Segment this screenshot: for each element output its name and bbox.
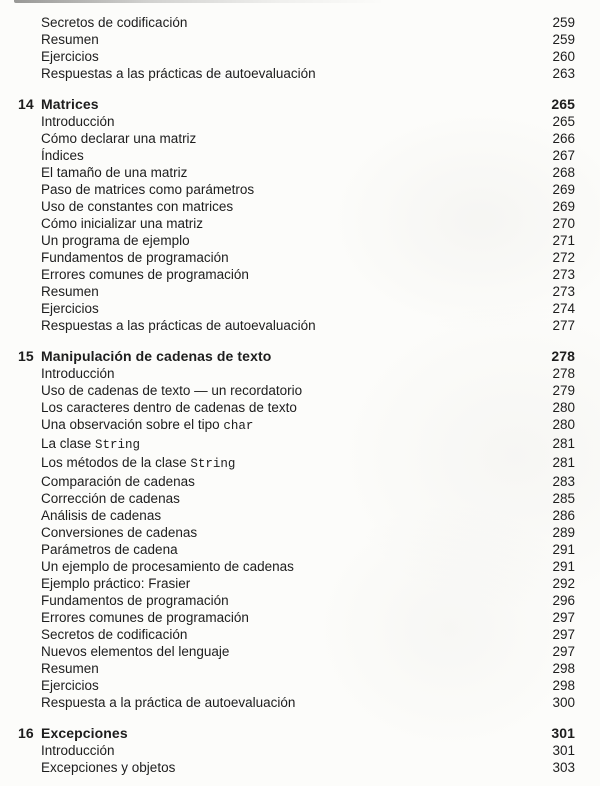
toc-page-number: 274 — [552, 301, 575, 316]
toc-page-number: 283 — [552, 474, 575, 489]
toc-page-number: 269 — [552, 199, 575, 214]
toc-item-label: Índices — [41, 148, 84, 163]
toc-front-group — [18, 14, 575, 82]
toc-item-label: Introducción — [41, 366, 115, 381]
chapter-group — [18, 348, 575, 711]
chapter-title: Matrices — [41, 96, 99, 112]
toc-page-number: 271 — [552, 233, 575, 248]
toc-page-number: 296 — [552, 593, 575, 608]
toc-page-number: 265 — [552, 114, 575, 129]
toc-item-row — [18, 266, 575, 283]
toc-item-row — [18, 181, 575, 198]
toc-item-row — [18, 660, 575, 677]
toc-item-label: Uso de constantes con matrices — [41, 199, 234, 214]
toc-item-label: Ejercicios — [41, 678, 99, 693]
toc-item-label: Resumen — [41, 661, 99, 676]
toc-page-number: 297 — [552, 610, 575, 625]
toc-page-number: 260 — [552, 49, 575, 64]
toc-item-label: Nuevos elementos del lenguaje — [41, 644, 230, 659]
toc-item-row — [18, 541, 575, 558]
toc-item-row — [18, 609, 575, 626]
toc-page-number: 280 — [552, 400, 575, 415]
toc-item-row — [18, 48, 575, 65]
toc-page-number: 286 — [552, 508, 575, 523]
toc-item-row — [18, 575, 575, 592]
toc-page-number: 298 — [552, 678, 575, 693]
toc-item-label: Excepciones y objetos — [41, 760, 176, 775]
toc-item-label: Comparación de cadenas — [41, 474, 195, 489]
toc-item-row — [18, 215, 575, 232]
chapter-number: 15 — [18, 348, 34, 364]
chapter-number: 16 — [18, 725, 34, 741]
toc-page-number: 278 — [552, 366, 575, 381]
toc-page-number: 268 — [552, 165, 575, 180]
chapter-page-number: 278 — [551, 348, 575, 364]
chapter-heading-row — [18, 725, 575, 742]
toc-item-label: Los caracteres dentro de cadenas de texto — [41, 400, 297, 415]
toc-item-row — [18, 249, 575, 266]
toc-page-number: 289 — [552, 525, 575, 540]
toc-item-row — [18, 113, 575, 130]
toc-item-row — [18, 524, 575, 541]
toc-item-label: El tamaño de una matriz — [41, 165, 188, 180]
toc-item-row — [18, 454, 575, 473]
chapter-page-number: 265 — [551, 96, 575, 112]
chapter-number: 14 — [18, 96, 34, 112]
toc-item-label: Ejercicios — [41, 301, 99, 316]
toc-item-label: Uso de cadenas de texto — un recordatorio — [41, 383, 303, 398]
toc-page-number: 272 — [552, 250, 575, 265]
toc-item-code: char — [223, 419, 254, 433]
toc-item-row — [18, 14, 575, 31]
toc-item-row — [18, 147, 575, 164]
toc-item-code: String — [190, 457, 236, 471]
toc-page-number: 303 — [552, 760, 575, 775]
toc-page-number: 298 — [552, 661, 575, 676]
toc-item-label: Una observación sobre el tipo char — [41, 417, 254, 433]
toc-page-number: 277 — [552, 318, 575, 333]
chapter-title: Excepciones — [41, 725, 128, 741]
toc-page-number: 273 — [552, 267, 575, 282]
toc-page-number: 297 — [552, 644, 575, 659]
toc-item-code: String — [95, 438, 141, 452]
toc-item-row — [18, 473, 575, 490]
toc-item-row — [18, 742, 575, 759]
toc-page-number: 263 — [552, 66, 575, 81]
toc-item-row — [18, 365, 575, 382]
toc-item-label: Los métodos de la clase String — [41, 455, 236, 471]
toc-page-number: 269 — [552, 182, 575, 197]
toc-item-row — [18, 558, 575, 575]
toc-item-row — [18, 677, 575, 694]
toc-page-number: 259 — [552, 15, 575, 30]
toc-page-number: 266 — [552, 131, 575, 146]
toc-item-row — [18, 232, 575, 249]
toc-item-label: Respuestas a las prácticas de autoevaluación — [41, 318, 316, 333]
toc-item-row — [18, 643, 575, 660]
table-of-contents — [18, 14, 575, 776]
toc-page-number: 273 — [552, 284, 575, 299]
toc-page-number: 267 — [552, 148, 575, 163]
toc-item-label: Errores comunes de programación — [41, 267, 249, 282]
toc-page-number: 285 — [552, 491, 575, 506]
toc-item-label: Un programa de ejemplo — [41, 233, 190, 248]
toc-item-label: Secretos de codificación — [41, 627, 188, 642]
toc-item-label: Resumen — [41, 284, 99, 299]
toc-item-label: Corrección de cadenas — [41, 491, 180, 506]
toc-item-label: Ejemplo práctico: Frasier — [41, 576, 191, 591]
toc-item-row — [18, 382, 575, 399]
toc-item-label: Paso de matrices como parámetros — [41, 182, 255, 197]
toc-item-row — [18, 435, 575, 454]
toc-item-label: Errores comunes de programación — [41, 610, 249, 625]
toc-item-row — [18, 694, 575, 711]
toc-item-label: Cómo declarar una matriz — [41, 131, 197, 146]
toc-item-label: Fundamentos de programación — [41, 593, 229, 608]
toc-item-row — [18, 416, 575, 435]
chapter-heading-row — [18, 96, 575, 113]
toc-item-label: Ejercicios — [41, 49, 99, 64]
toc-page-number: 300 — [552, 695, 575, 710]
toc-page-number: 281 — [552, 455, 575, 470]
toc-item-label: Introducción — [41, 743, 115, 758]
toc-page-number: 297 — [552, 627, 575, 642]
toc-item-label: Introducción — [41, 114, 115, 129]
toc-page-number: 270 — [552, 216, 575, 231]
toc-item-label: Parámetros de cadena — [41, 542, 178, 557]
chapter-group — [18, 96, 575, 334]
toc-item-row — [18, 198, 575, 215]
toc-page-number: 279 — [552, 383, 575, 398]
toc-page-number: 280 — [552, 417, 575, 432]
toc-item-label: Respuestas a las prácticas de autoevaluación — [41, 66, 316, 81]
toc-item-row — [18, 626, 575, 643]
toc-item-row — [18, 507, 575, 524]
chapter-page-number: 301 — [551, 725, 575, 741]
toc-page-number: 301 — [552, 743, 575, 758]
toc-item-row — [18, 300, 575, 317]
toc-item-row — [18, 399, 575, 416]
chapter-heading-row — [18, 348, 575, 365]
toc-item-row — [18, 130, 575, 147]
toc-item-row — [18, 490, 575, 507]
toc-item-label: La clase String — [41, 436, 141, 452]
toc-page-number: 291 — [552, 559, 575, 574]
toc-item-label: Fundamentos de programación — [41, 250, 229, 265]
toc-page-number: 281 — [552, 436, 575, 451]
toc-item-row — [18, 164, 575, 181]
toc-item-row — [18, 31, 575, 48]
toc-page-number: 292 — [552, 576, 575, 591]
toc-item-label: Resumen — [41, 32, 99, 47]
toc-item-row — [18, 592, 575, 609]
toc-item-label: Un ejemplo de procesamiento de cadenas — [41, 559, 294, 574]
toc-item-label: Análisis de cadenas — [41, 508, 162, 523]
toc-item-label: Respuesta a la práctica de autoevaluación — [41, 695, 296, 710]
toc-item-row — [18, 759, 575, 776]
toc-page-number: 259 — [552, 32, 575, 47]
toc-item-row — [18, 65, 575, 82]
toc-item-label: Cómo inicializar una matriz — [41, 216, 204, 231]
toc-item-label: Conversiones de cadenas — [41, 525, 198, 540]
toc-page-number: 291 — [552, 542, 575, 557]
chapter-title: Manipulación de cadenas de texto — [41, 348, 272, 364]
toc-item-row — [18, 317, 575, 334]
toc-item-row — [18, 283, 575, 300]
toc-item-label: Secretos de codificación — [41, 15, 188, 30]
chapter-group — [18, 725, 575, 776]
scan-artifact-line — [14, 0, 394, 3]
